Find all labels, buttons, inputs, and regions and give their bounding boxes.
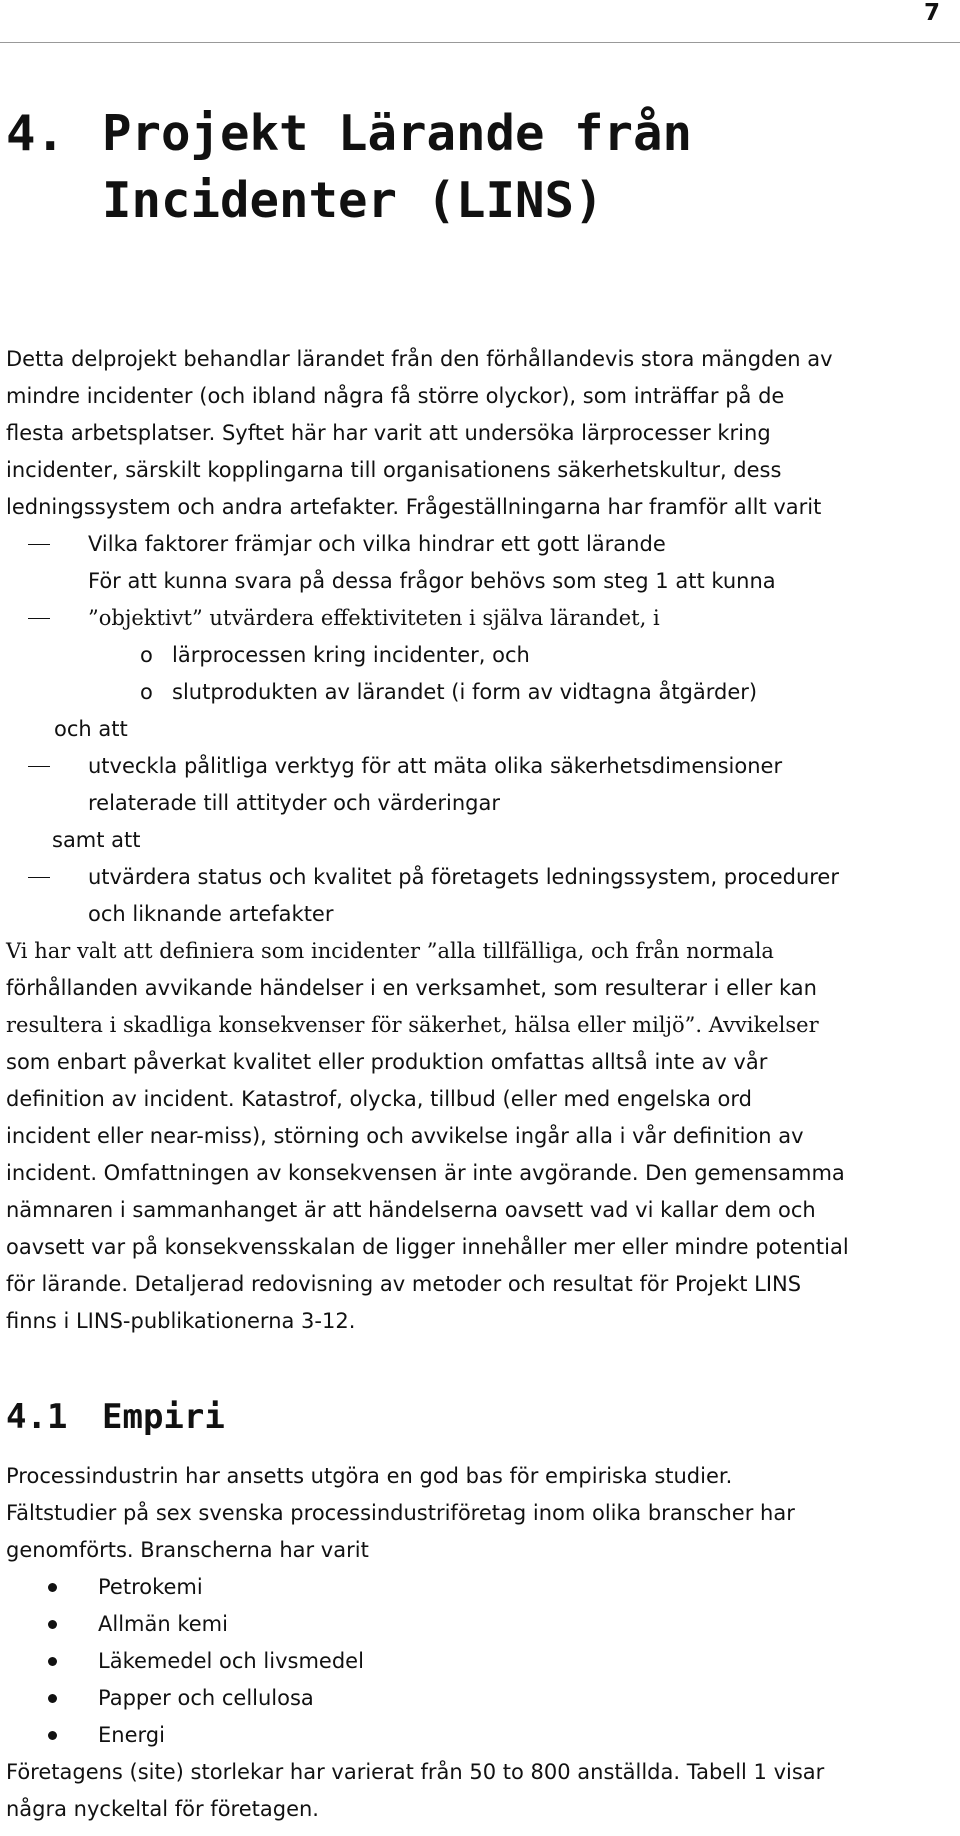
intro-line: ledningssystem och andra artefakter. Frågeställningarna har framför allt varit <box>6 495 822 519</box>
branch-item <box>6 1643 956 1680</box>
branch-label: Papper och cellulosa <box>98 1686 314 1710</box>
branch-label: Allmän kemi <box>98 1612 228 1636</box>
sub-item <box>6 674 956 711</box>
section-title: Empiri <box>102 1397 225 1437</box>
branch-item <box>6 1717 956 1754</box>
intro-line: incidenter, särskilt kopplingarna till organisationens säkerhetskultur, dess <box>6 458 782 482</box>
status-item <box>6 859 956 896</box>
bullet-icon <box>48 1657 57 1666</box>
and-connector: och att <box>54 717 128 741</box>
intro-line: mindre incidenter (och ibland några få större olyckor), som inträffar på de <box>6 384 785 408</box>
chapter-title-line1: Projekt Lärande från <box>102 105 693 162</box>
page-number: 7 <box>923 0 940 26</box>
status-item-line1: utvärdera status och kvalitet på företagets ledningssystem, procedurer <box>88 865 839 889</box>
chapter-title-line2: Incidenter (LINS) <box>102 172 604 229</box>
question-item <box>6 526 956 563</box>
definition-line: för lärande. Detaljerad redovisning av metoder och resultat för Projekt LINS <box>6 1272 802 1296</box>
section-number: 4.1 <box>6 1397 68 1437</box>
evaluate-item-text: ”objektivt” utvärdera effektiviteten i själva lärandet, i <box>88 606 660 630</box>
bullet-icon <box>48 1731 57 1740</box>
definition-line: nämnaren i sammanhanget är att händelserna oavsett vad vi kallar dem och <box>6 1198 816 1222</box>
evaluate-item <box>6 600 956 637</box>
branch-label: Energi <box>98 1723 165 1747</box>
definition-line: finns i LINS-publikationerna 3-12. <box>6 1309 356 1333</box>
intro-line: flesta arbetsplatser. Syftet här har varit att undersöka lärprocesser kring <box>6 421 771 445</box>
chapter-title <box>6 100 692 234</box>
sub-item-marker: o <box>140 680 153 704</box>
definition-line: incident eller near-miss), störning och avvikelse ingår alla i vår definition av <box>6 1124 804 1148</box>
dash-marker <box>28 877 50 878</box>
chapter-body <box>6 341 956 1340</box>
dash-marker <box>28 766 50 767</box>
develop-item <box>6 748 956 785</box>
branch-item <box>6 1680 956 1717</box>
develop-item-line1: utveckla pålitliga verktyg för att mäta olika säkerhetsdimensioner <box>88 754 783 778</box>
question-item-text: Vilka faktorer främjar och vilka hindrar ett gott lärande <box>88 532 666 556</box>
bullet-icon <box>48 1583 57 1592</box>
header-rule <box>0 42 960 43</box>
definition-line: definition av incident. Katastrof, olycka, tillbud (eller med engelska ord <box>6 1087 752 1111</box>
dash-marker <box>28 544 50 545</box>
sub-item-marker: o <box>140 643 153 667</box>
definition-line: som enbart påverkat kvalitet eller produktion omfattas alltså inte av vår <box>6 1050 768 1074</box>
definition-line: Vi har valt att definiera som incidenter ”alla tillfälliga, och från normala <box>6 939 774 963</box>
section-heading <box>6 1395 225 1439</box>
closing-line: några nyckeltal för företagen. <box>6 1797 319 1821</box>
definition-line: resultera i skadliga konsekvenser för säkerhet, hälsa eller miljö”. Avvikelser <box>6 1013 819 1037</box>
and-connector: samt att <box>52 828 141 852</box>
branch-item <box>6 1606 956 1643</box>
sub-item <box>6 637 956 674</box>
definition-line: incident. Omfattningen av konsekvensen är inte avgörande. Den gemensamma <box>6 1161 845 1185</box>
closing-line: Företagens (site) storlekar har varierat från 50 to 800 anställda. Tabell 1 visar <box>6 1760 825 1784</box>
bullet-icon <box>48 1694 57 1703</box>
intro-line: Detta delprojekt behandlar lärandet från den förhållandevis stora mängden av <box>6 347 833 371</box>
definition-line: oavsett var på konsekvensskalan de ligger innehåller mer eller mindre potential <box>6 1235 849 1259</box>
branch-label: Läkemedel och livsmedel <box>98 1649 364 1673</box>
section-body <box>6 1458 956 1828</box>
definition-line: förhållanden avvikande händelser i en verksamhet, som resulterar i eller kan <box>6 976 817 1000</box>
empiri-line: genomförts. Branscherna har varit <box>6 1538 369 1562</box>
sub-item-text: slutprodukten av lärandet (i form av vidtagna åtgärder) <box>172 680 758 704</box>
empiri-line: Processindustrin har ansetts utgöra en god bas för empiriska studier. <box>6 1464 733 1488</box>
status-item-line2: och liknande artefakter <box>88 902 334 926</box>
branch-item <box>6 1569 956 1606</box>
empiri-line: Fältstudier på sex svenska processindustriföretag inom olika branscher har <box>6 1501 795 1525</box>
dash-marker <box>28 618 50 619</box>
lead-in: För att kunna svara på dessa frågor behövs som steg 1 att kunna <box>88 569 776 593</box>
develop-item-line2: relaterade till attityder och värderingar <box>88 791 500 815</box>
sub-item-text: lärprocessen kring incidenter, och <box>172 643 530 667</box>
chapter-number: 4. <box>6 105 66 162</box>
branch-label: Petrokemi <box>98 1575 203 1599</box>
bullet-icon <box>48 1620 57 1629</box>
